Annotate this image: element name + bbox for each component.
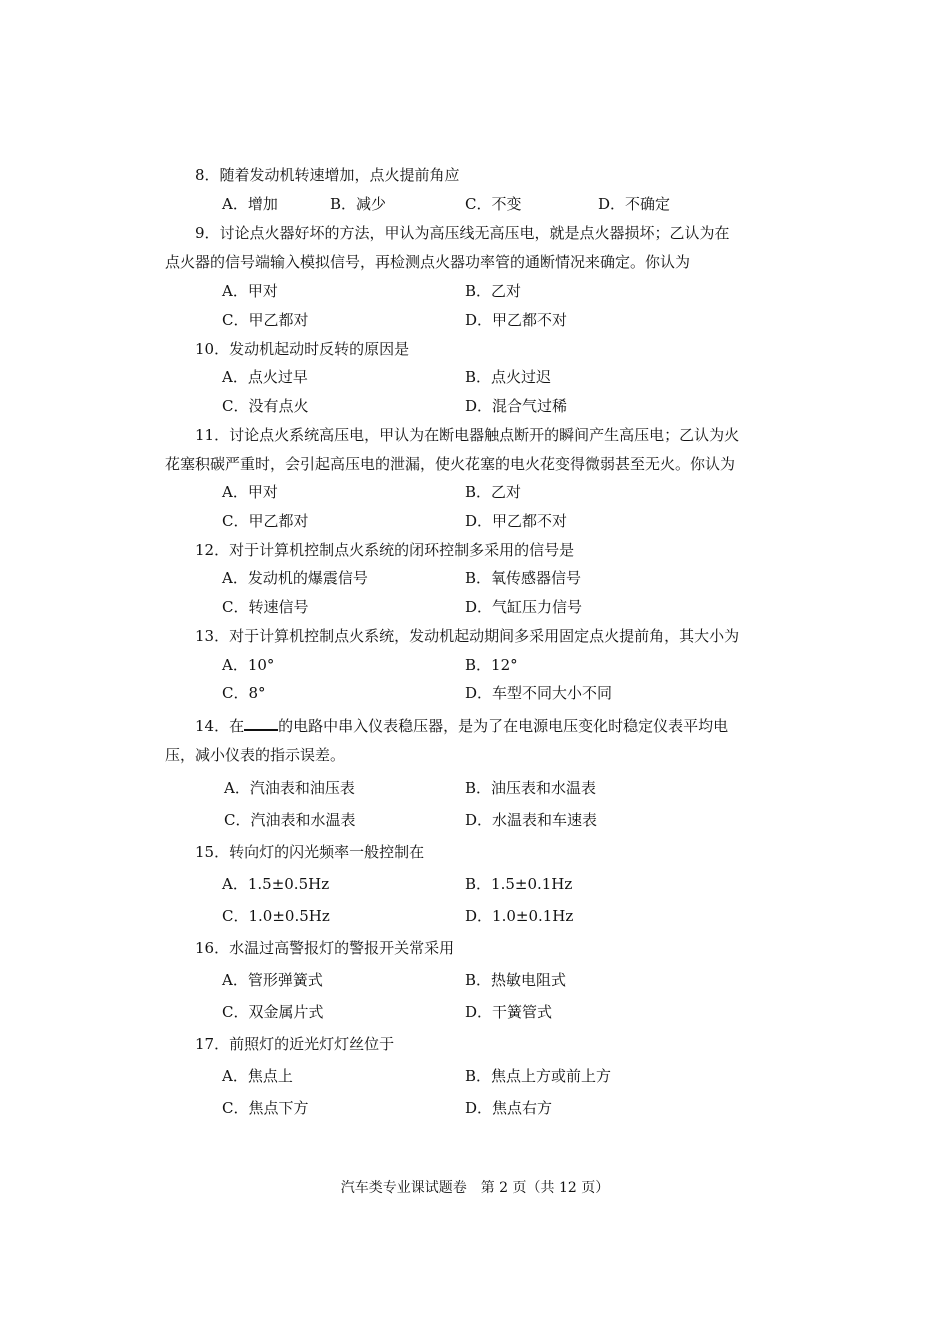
question-10-option-d: D．混合气过稀 bbox=[465, 397, 568, 415]
question-14-option-b: B．油压表和水温表 bbox=[465, 779, 597, 797]
question-13-option-b: B．12° bbox=[465, 656, 518, 674]
question-17-stem: 17．前照灯的近光灯灯丝位于 bbox=[195, 1035, 395, 1053]
question-16-option-c: C．双金属片式 bbox=[222, 1003, 324, 1021]
question-14-option-a: A．汽油表和油压表 bbox=[224, 779, 355, 797]
question-12-option-d: D．气缸压力信号 bbox=[465, 598, 583, 616]
question-11-option-a: A．甲对 bbox=[222, 483, 278, 501]
question-15-option-b: B．1.5±0.1Hz bbox=[465, 875, 573, 893]
question-9-stem-line-1: 9．讨论点火器好坏的方法，甲认为高压线无高压电，就是点火器损坏；乙认为在 bbox=[195, 224, 730, 242]
question-10-stem: 10．发动机起动时反转的原因是 bbox=[195, 340, 410, 358]
question-8-option-a: A．增加 bbox=[222, 195, 278, 213]
question-16-option-d: D．干簧管式 bbox=[465, 1003, 553, 1021]
question-12-option-a: A．发动机的爆震信号 bbox=[222, 569, 368, 587]
question-14-option-d: D．水温表和车速表 bbox=[465, 811, 598, 829]
fill-in-blank bbox=[244, 715, 278, 731]
question-12-option-c: C．转速信号 bbox=[222, 598, 309, 616]
question-13-option-a: A．10° bbox=[222, 656, 275, 674]
question-8-option-b: B．减少 bbox=[330, 195, 387, 213]
question-9-option-b: B．乙对 bbox=[465, 282, 522, 300]
question-11-stem-line-2: 花塞积碳严重时，会引起高压电的泄漏，使火花塞的电火花变得微弱甚至无火。你认为 bbox=[165, 455, 736, 473]
question-16-option-b: B．热敏电阻式 bbox=[465, 971, 567, 989]
question-8-option-d: D．不确定 bbox=[598, 195, 671, 213]
question-16-option-a: A．管形弹簧式 bbox=[222, 971, 323, 989]
question-11-stem-line-1: 11．讨论点火系统高压电，甲认为在断电器触点断开的瞬间产生高压电；乙认为火 bbox=[195, 426, 740, 444]
question-14-stem-line-2: 压，减小仪表的指示误差。 bbox=[165, 746, 346, 764]
question-17-option-b: B．焦点上方或前上方 bbox=[465, 1067, 612, 1085]
question-15-option-c: C．1.0±0.5Hz bbox=[222, 907, 330, 925]
question-17-option-d: D．焦点右方 bbox=[465, 1099, 553, 1117]
question-11-option-c: C．甲乙都对 bbox=[222, 512, 309, 530]
question-14-stem-line-1 bbox=[195, 715, 728, 736]
question-8-option-c: C．不变 bbox=[465, 195, 522, 213]
question-14-stem-end: 的电路中串入仪表稳压器，是为了在电源电压变化时稳定仪表平均电 bbox=[278, 717, 729, 735]
question-9-option-c: C．甲乙都对 bbox=[222, 311, 309, 329]
question-10-option-a: A．点火过早 bbox=[222, 368, 308, 386]
question-11-option-d: D．甲乙都不对 bbox=[465, 512, 568, 530]
question-9-stem-line-2: 点火器的信号端输入模拟信号，再检测点火器功率管的通断情况来确定。你认为 bbox=[165, 253, 691, 271]
question-11-option-b: B．乙对 bbox=[465, 483, 522, 501]
question-16-stem: 16．水温过高警报灯的警报开关常采用 bbox=[195, 939, 455, 957]
question-12-option-b: B．氧传感器信号 bbox=[465, 569, 582, 587]
question-10-option-c: C．没有点火 bbox=[222, 397, 309, 415]
question-15-option-a: A．1.5±0.5Hz bbox=[222, 875, 330, 893]
question-13-option-d: D．车型不同大小不同 bbox=[465, 684, 613, 702]
question-15-option-d: D．1.0±0.1Hz bbox=[465, 907, 574, 925]
question-9-option-d: D．甲乙都不对 bbox=[465, 311, 568, 329]
question-13-stem: 13．对于计算机控制点火系统，发动机起动期间多采用固定点火提前角，其大小为 bbox=[195, 627, 740, 645]
question-14-option-c: C．汽油表和水温表 bbox=[224, 811, 356, 829]
question-17-option-a: A．焦点上 bbox=[222, 1067, 293, 1085]
question-17-option-c: C．焦点下方 bbox=[222, 1099, 309, 1117]
question-13-option-c: C．8° bbox=[222, 684, 266, 702]
question-9-option-a: A．甲对 bbox=[222, 282, 278, 300]
page-footer: 汽车类专业课试题卷 第 2 页（共 12 页） bbox=[340, 1180, 610, 1196]
question-10-option-b: B．点火过迟 bbox=[465, 368, 552, 386]
question-12-stem: 12．对于计算机控制点火系统的闭环控制多采用的信号是 bbox=[195, 541, 575, 559]
question-14-stem-start: 14．在 bbox=[195, 717, 245, 735]
question-8-stem: 8．随着发动机转速增加，点火提前角应 bbox=[195, 166, 460, 184]
question-15-stem: 15．转向灯的闪光频率一般控制在 bbox=[195, 843, 425, 861]
